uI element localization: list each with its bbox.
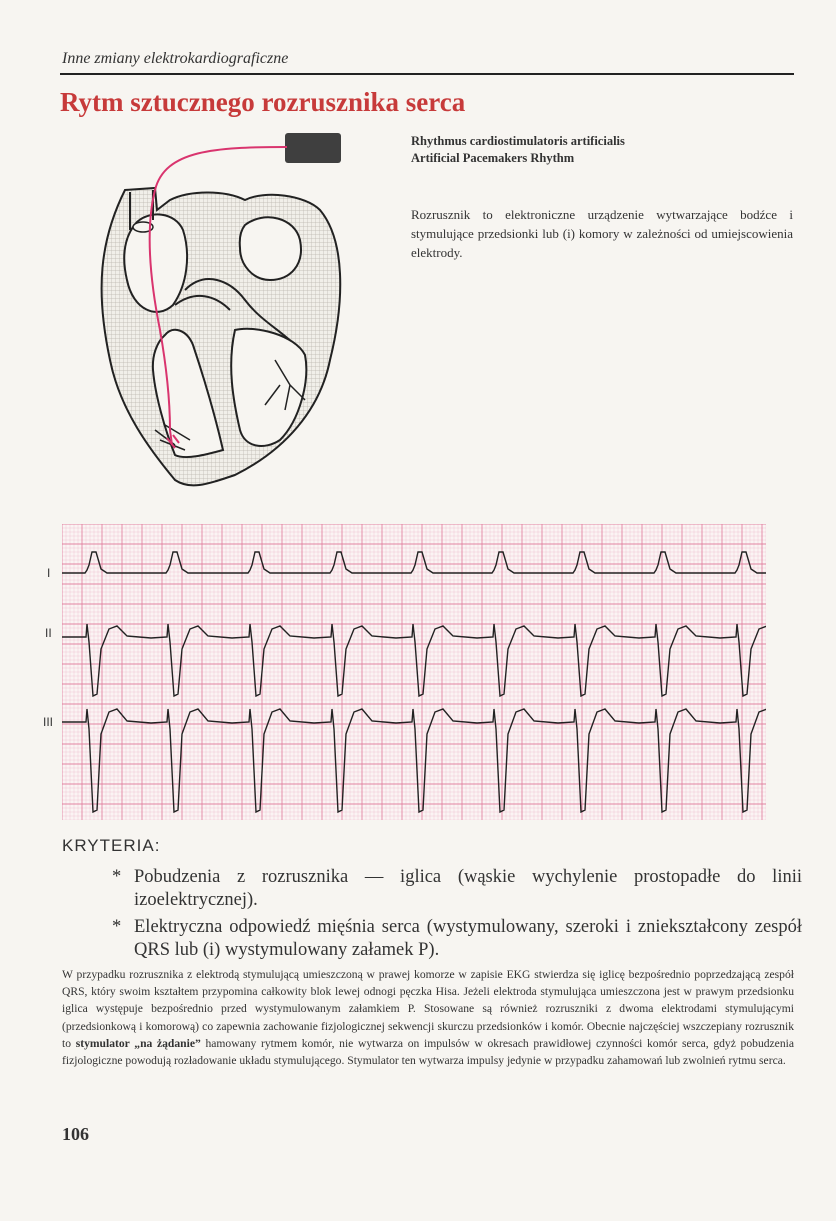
lead-label-1: I <box>47 566 51 580</box>
criteria-list <box>112 866 802 966</box>
lead-label-2: II <box>45 626 52 640</box>
latin-name: Rhythmus cardiostimulatoris artificialis <box>411 134 625 148</box>
names-block <box>411 133 625 167</box>
page-number: 106 <box>62 1124 89 1144</box>
header-rule <box>60 73 794 75</box>
running-head: Inne zmiany elektrokardiograficzne <box>62 50 289 67</box>
ecg-strip <box>62 524 766 820</box>
heart-pacemaker-diagram <box>95 130 355 500</box>
criteria-item: * Elektryczna odpowiedź mięśnia serca (wystymulowany, szeroki i zniekształcony zespół QRS lub (i) wystymulowany załamek P). <box>112 917 802 960</box>
criteria-heading: KRYTERIA: <box>62 836 161 855</box>
lead-label-3: III <box>43 715 54 729</box>
pacemaker-device <box>285 133 341 163</box>
english-name: Artificial Pacemakers Rhythm <box>411 151 575 165</box>
page-title: Rytm sztucznego rozrusznika serca <box>60 87 466 117</box>
body-bold-term: stymulator „na żądanie” <box>75 1036 201 1050</box>
body-paragraph: W przypadku rozrusznika z elektrodą stymulującą umieszczoną w prawej komorze w zapisie EKG stwierdza się iglicę bezpośrednio poprzedzającą zespół QRS, który swoim kształtem przypomina całkowity blok lewej odnogi pęczka Hisa. Jeżeli elektroda stymulująca umieszczona jest w prawym przedsionku iglica występuje bezpośrednio przed wystymulowanym załamkiem P. Stosowane są również rozruszniki z dwoma elektrodami stymulującymi (przedsionkową i komorową) co zapewnia zachowanie fizjologicznej sekwencji skurczu przedsionków i komór. Obecnie najczęściej wszczepiany rozrusznik to stymulator „na żądanie” hamowany rytmem komór, nie wytwarza on impulsów w okresach prawidłowej czynności komór serca, gdyż pobudzenia fizjologiczne powodują rozładowanie układu stymulującego. Stymulator ten wytwarza impulsy jedynie w przypadku zahamowań lub zwolnień rytmu serca. <box>62 968 794 1068</box>
criteria-item: * Pobudzenia z rozrusznika — iglica (wąskie wychylenie prostopadłe do linii izoelektrycznej). <box>112 867 802 910</box>
intro-paragraph: Rozrusznik to elektroniczne urządzenie wytwarzające bodźce i stymulujące przedsionki lub (i) komory w zależności od umiejscowienia elektrody. <box>411 207 793 260</box>
left-atrium <box>240 217 301 280</box>
